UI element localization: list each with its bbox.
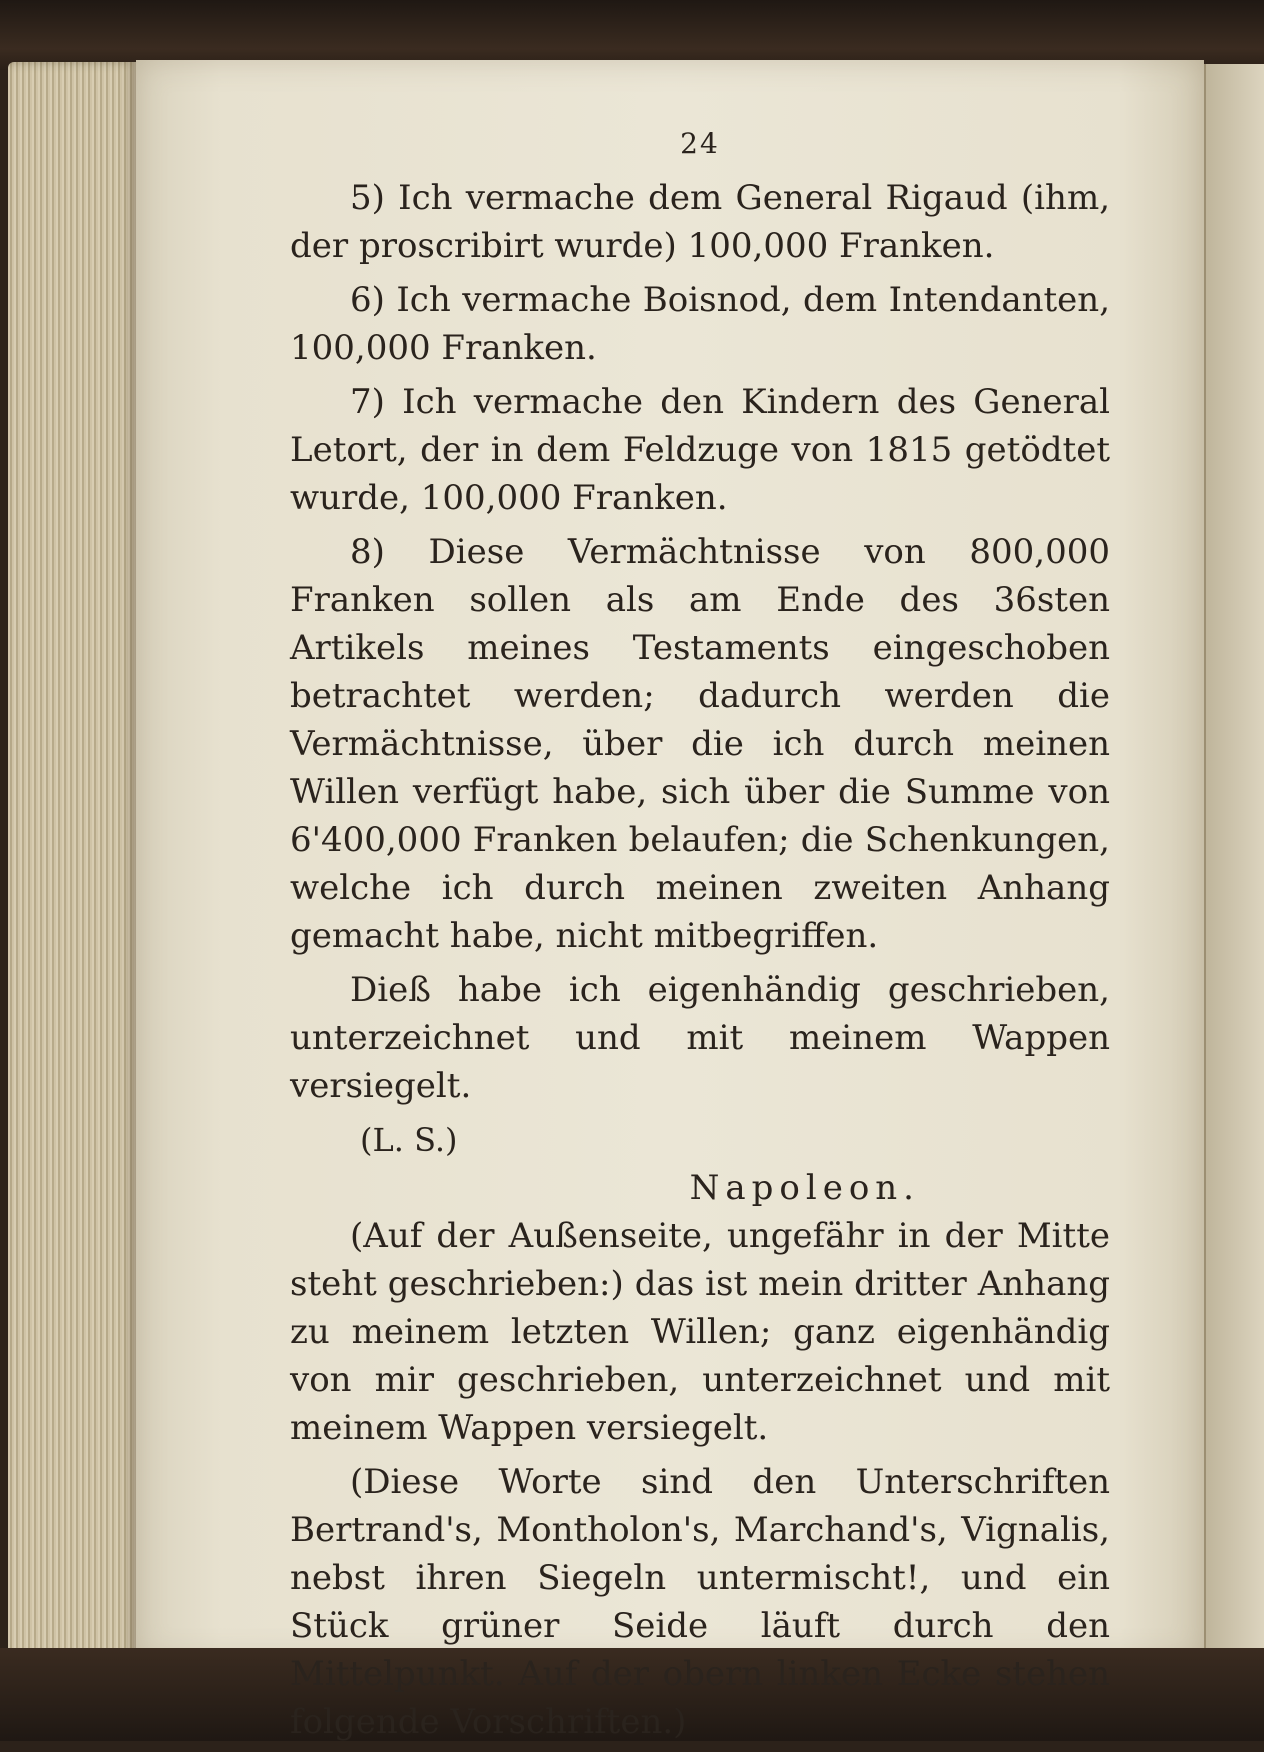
page-number: 24 bbox=[680, 127, 720, 160]
next-page-edge bbox=[1204, 64, 1264, 1654]
paragraph: 7) Ich vermache den Kindern des General Letort, der in dem Feldzuge von 1815 getödtet wurde, 100,000 Franken. bbox=[290, 382, 1110, 518]
paragraph: 8) Diese Vermächtnisse von 800,000 Franken sollen als am Ende des 36sten Artikels meines Testaments eingeschoben betrachtet werden; dadurch werden die Vermächtnisse, über die ich durch meinen Willen verfügt habe, sich über die Summe von 6'400,000 Franken belaufen; die Schenkungen, welche ich durch meinen zweiten Anhang gemacht habe, nicht mitbegriffen. bbox=[290, 532, 1110, 956]
signature: Napoleon. bbox=[689, 1168, 920, 1208]
page-edges bbox=[8, 62, 136, 1662]
paragraph: Dieß habe ich eigenhändig geschrieben, unterzeichnet und mit meinem Wappen versiegelt. bbox=[290, 970, 1110, 1106]
paragraph: 6) Ich vermache Boisnod, dem Intendanten, 100,000 Franken. bbox=[290, 280, 1110, 368]
paragraph: (Diese Worte sind den Unterschriften Bertrand's, Montholon's, Marchand's, Vignalis, nebst ihren Siegeln untermischt!, und ein Stück grüner Seide läuft durch den Mittelpunkt. Auf der obern linken Ecke stehen folgende Vorschriften.) bbox=[290, 1462, 1110, 1742]
seal-mark: (L. S.) bbox=[360, 1121, 458, 1159]
paragraph: 5) Ich vermache dem General Rigaud (ihm, der proscribirt wurde) 100,000 Franken. bbox=[290, 178, 1110, 266]
paragraph: (Auf der Außenseite, ungefähr in der Mitte steht geschrieben:) das ist mein dritter Anhang zu meinem letzten Willen; ganz eigenhändig von mir geschrieben, unterzeichnet und mit meinem Wappen versiegelt. bbox=[290, 1216, 1110, 1448]
page-text bbox=[290, 120, 1110, 1752]
